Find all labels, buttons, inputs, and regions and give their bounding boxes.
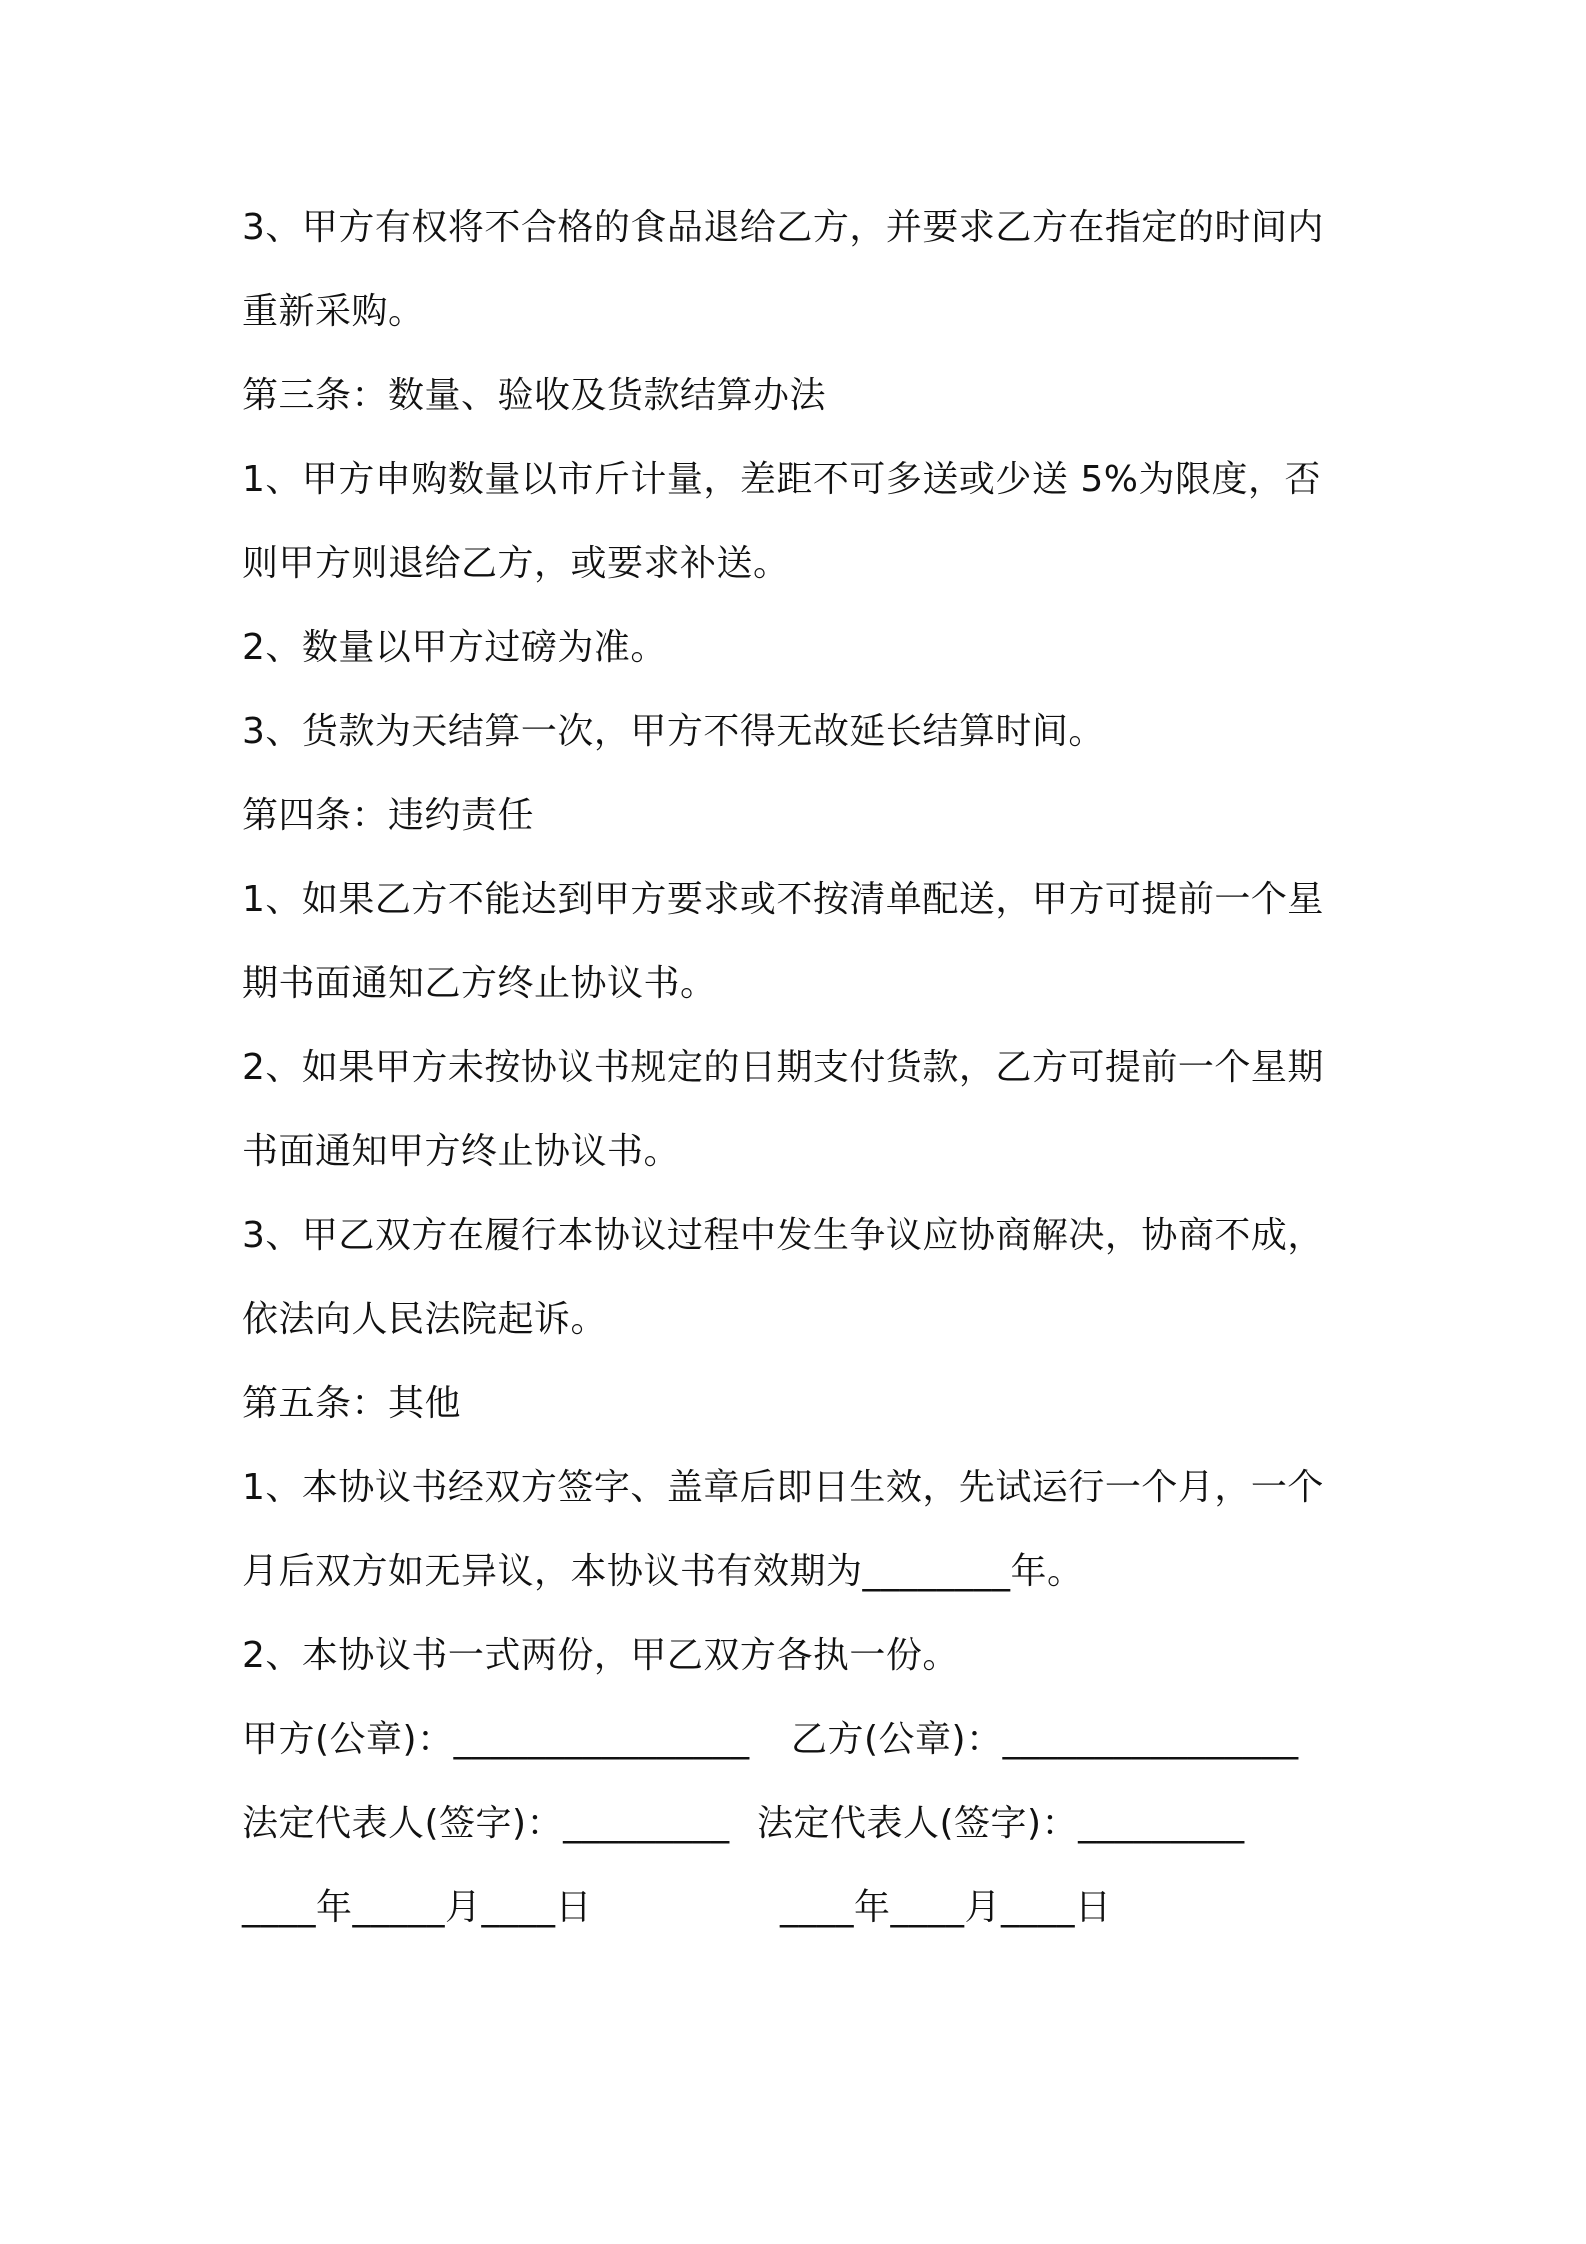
paragraph-line: 依法向人民法院起诉。 — [242, 1299, 608, 1340]
paragraph-line: 则甲方则退给乙方，或要求补送。 — [242, 543, 790, 584]
paragraph-line: 2、数量以甲方过磅为准。 — [242, 627, 667, 668]
signature-party-b-rep: 法定代表人(签字)：_________ — [757, 1803, 1245, 1844]
signature-party-b-seal: 乙方(公章)：________________ — [791, 1719, 1299, 1760]
signature-party-b-date: ____年____月____日 — [780, 1887, 1112, 1928]
paragraph-line: 1、甲方申购数量以市斤计量，差距不可多送或少送 5%为限度，否 — [242, 459, 1321, 500]
paragraph-line: 月后双方如无异议，本协议书有效期为________年。 — [242, 1551, 1084, 1592]
signature-party-a-seal: 甲方(公章)：________________ — [242, 1719, 750, 1760]
signature-party-a-date: ____年_____月____日 — [242, 1887, 593, 1928]
section-heading: 第三条：数量、验收及货款结算办法 — [242, 375, 827, 416]
paragraph-line: 期书面通知乙方终止协议书。 — [242, 963, 717, 1004]
paragraph-line: 3、甲方有权将不合格的食品退给乙方，并要求乙方在指定的时间内 — [242, 207, 1324, 248]
paragraph-line: 1、如果乙方不能达到甲方要求或不按清单配送，甲方可提前一个星 — [242, 879, 1324, 920]
section-heading: 第四条：违约责任 — [242, 795, 535, 836]
signature-party-a-rep: 法定代表人(签字)：_________ — [242, 1803, 730, 1844]
paragraph-line: 3、甲乙双方在履行本协议过程中发生争议应协商解决，协商不成， — [242, 1215, 1324, 1256]
section-heading: 第五条：其他 — [242, 1383, 462, 1424]
paragraph-line: 3、货款为天结算一次，甲方不得无故延长结算时间。 — [242, 711, 1105, 752]
paragraph-line: 书面通知甲方终止协议书。 — [242, 1131, 681, 1172]
paragraph-line: 2、如果甲方未按协议书规定的日期支付货款，乙方可提前一个星期 — [242, 1047, 1324, 1088]
paragraph-line: 2、本协议书一式两份，甲乙双方各执一份。 — [242, 1635, 959, 1676]
paragraph-line: 重新采购。 — [242, 291, 425, 332]
paragraph-line: 1、本协议书经双方签字、盖章后即日生效，先试运行一个月，一个 — [242, 1467, 1324, 1508]
